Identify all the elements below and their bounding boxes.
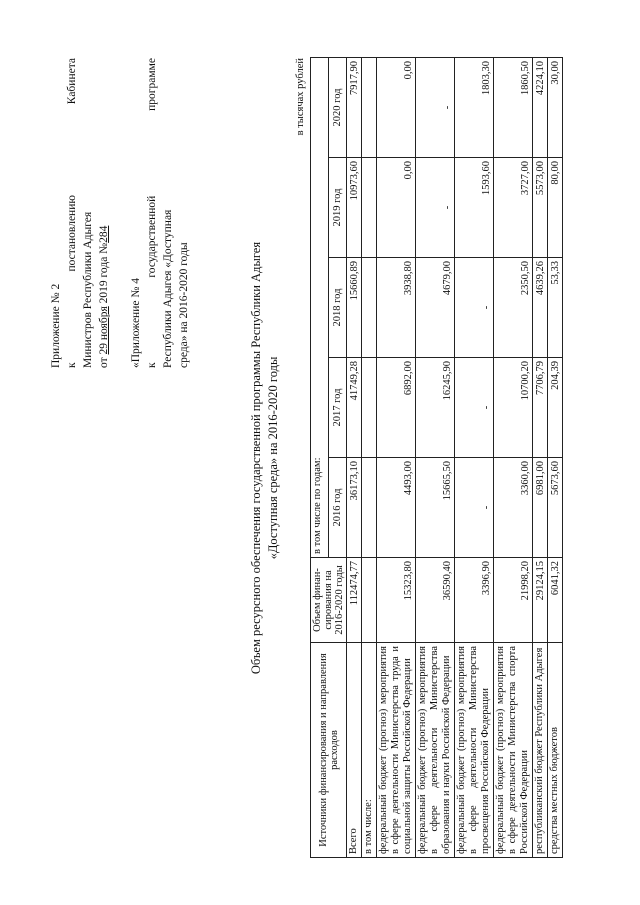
row-source: Всего — [347, 643, 362, 858]
row-value-2017 — [362, 358, 377, 458]
appendix-decree-number: 284 — [98, 225, 110, 243]
row-value-2019: 0,00 — [377, 158, 416, 258]
row-source: в том числе: — [362, 643, 377, 858]
row-value-2018: 4639,26 — [533, 258, 548, 358]
row-value-2020: 4224,10 — [533, 57, 548, 157]
row-value-2019: 3727,00 — [494, 158, 533, 258]
row-value-2019: 5573,00 — [533, 158, 548, 258]
row-value-2018: 53,33 — [548, 258, 563, 358]
row-value-2020: - — [416, 57, 455, 157]
row-value-2020 — [362, 57, 377, 157]
row-source: республиканский бюджет Республики Адыгея — [533, 643, 548, 858]
funding-table — [310, 57, 563, 858]
row-total: 21998,20 — [494, 558, 533, 643]
header-source: Источники финансирования и направления расходов — [311, 643, 347, 858]
row-value-2019: - — [416, 158, 455, 258]
row-value-2019: 10973,60 — [347, 158, 362, 258]
row-value-2018: 2350,50 — [494, 258, 533, 358]
header-total: Объем финан-сирования на 2016-2020 годы — [311, 558, 347, 643]
row-value-2019: 80,00 — [548, 158, 563, 258]
row-value-2017: 16245,90 — [416, 358, 455, 458]
row-value-2020: 30,00 — [548, 57, 563, 157]
appendix-program-number: «Приложение № 4 — [130, 278, 142, 368]
row-value-2016: 15665,50 — [416, 458, 455, 558]
row-total: 6041,32 — [548, 558, 563, 643]
table-row — [494, 57, 533, 857]
header-years-group: в том числе по годам: — [311, 57, 329, 557]
appendix-date-line: от 29 ноября 2019 года №284 — [98, 225, 110, 368]
row-value-2020: 0,00 — [377, 57, 416, 157]
row-total: 112474,77 — [347, 558, 362, 643]
appendix-date: 29 ноября — [98, 306, 110, 355]
row-source: средства местных бюджетов — [548, 643, 563, 858]
row-value-2017: 6892,00 — [377, 358, 416, 458]
row-value-2020: 1803,30 — [455, 57, 494, 157]
header-year-2016: 2016 год — [329, 458, 347, 558]
appendix-program-name: Республики Адыгея «Доступная — [162, 209, 174, 368]
appendix-number: Приложение № 2 — [50, 283, 62, 368]
row-total — [362, 558, 377, 643]
row-value-2018 — [362, 258, 377, 358]
appendix-program-line: к государственной программе — [146, 58, 158, 368]
row-value-2018: 3938,80 — [377, 258, 416, 358]
row-total: 15323,80 — [377, 558, 416, 643]
row-value-2016: - — [455, 458, 494, 558]
row-total: 29124,15 — [533, 558, 548, 643]
appendix-program-years: среда» на 2016-2020 годы — [178, 242, 190, 368]
row-total: 3396,90 — [455, 558, 494, 643]
header-year-2018: 2018 год — [329, 258, 347, 358]
row-value-2016: 3360,00 — [494, 458, 533, 558]
header-year-2017: 2017 год — [329, 358, 347, 458]
table-row — [416, 57, 455, 857]
row-value-2017: 41749,28 — [347, 358, 362, 458]
row-value-2018: 15660,89 — [347, 258, 362, 358]
row-source: федеральный бюджет (прогноз) мероприятия в сфере деятельности Министерства труда и социальной защиты Российской Федерации — [377, 643, 416, 858]
table-row — [548, 57, 563, 857]
table-row — [377, 57, 416, 857]
row-value-2016: 4493,00 — [377, 458, 416, 558]
row-source: федеральный бюджет (прогноз) мероприятия в сфере деятельности Министерства спорта Российской Федерации — [494, 643, 533, 858]
row-value-2019: 1593,60 — [455, 158, 494, 258]
row-value-2016: 6981,00 — [533, 458, 548, 558]
header-year-2019: 2019 год — [329, 158, 347, 258]
table-row — [455, 57, 494, 857]
row-value-2017: - — [455, 358, 494, 458]
row-source: федеральный бюджет (прогноз) мероприятия в сфере деятельности Министерства просвещения Российской Федерации — [455, 643, 494, 858]
header-year-2020: 2020 год — [329, 57, 347, 157]
row-value-2020: 1860,50 — [494, 57, 533, 157]
appendix-decree-line: к постановлению Кабинета — [66, 58, 78, 368]
row-value-2019 — [362, 158, 377, 258]
row-value-2018: - — [455, 258, 494, 358]
table-row — [347, 57, 362, 857]
table-row — [533, 57, 548, 857]
row-total: 36590,40 — [416, 558, 455, 643]
row-value-2017: 10700,20 — [494, 358, 533, 458]
row-value-2017: 7706,79 — [533, 358, 548, 458]
rotated-document-page — [48, 48, 598, 868]
document-title: Объем ресурсного обеспечения государственной программы Республики Адыгея «Доступная среда» на 2016-2020 годы — [249, 241, 280, 675]
units-label: в тысячах рублей — [295, 58, 306, 136]
row-value-2016: 5673,60 — [548, 458, 563, 558]
row-value-2016 — [362, 458, 377, 558]
appendix-header — [48, 58, 192, 368]
row-source: федеральный бюджет (прогноз) мероприятия в сфере деятельности Министерства образования и науки Российской Федерации — [416, 643, 455, 858]
row-value-2016: 36173,10 — [347, 458, 362, 558]
row-value-2018: 4679,00 — [416, 258, 455, 358]
appendix-cabinet: Министров Республики Адыгея — [82, 211, 94, 368]
row-value-2017: 204,39 — [548, 358, 563, 458]
table-header-row — [311, 57, 329, 857]
row-value-2020: 7917,90 — [347, 57, 362, 157]
table-row — [362, 57, 377, 857]
